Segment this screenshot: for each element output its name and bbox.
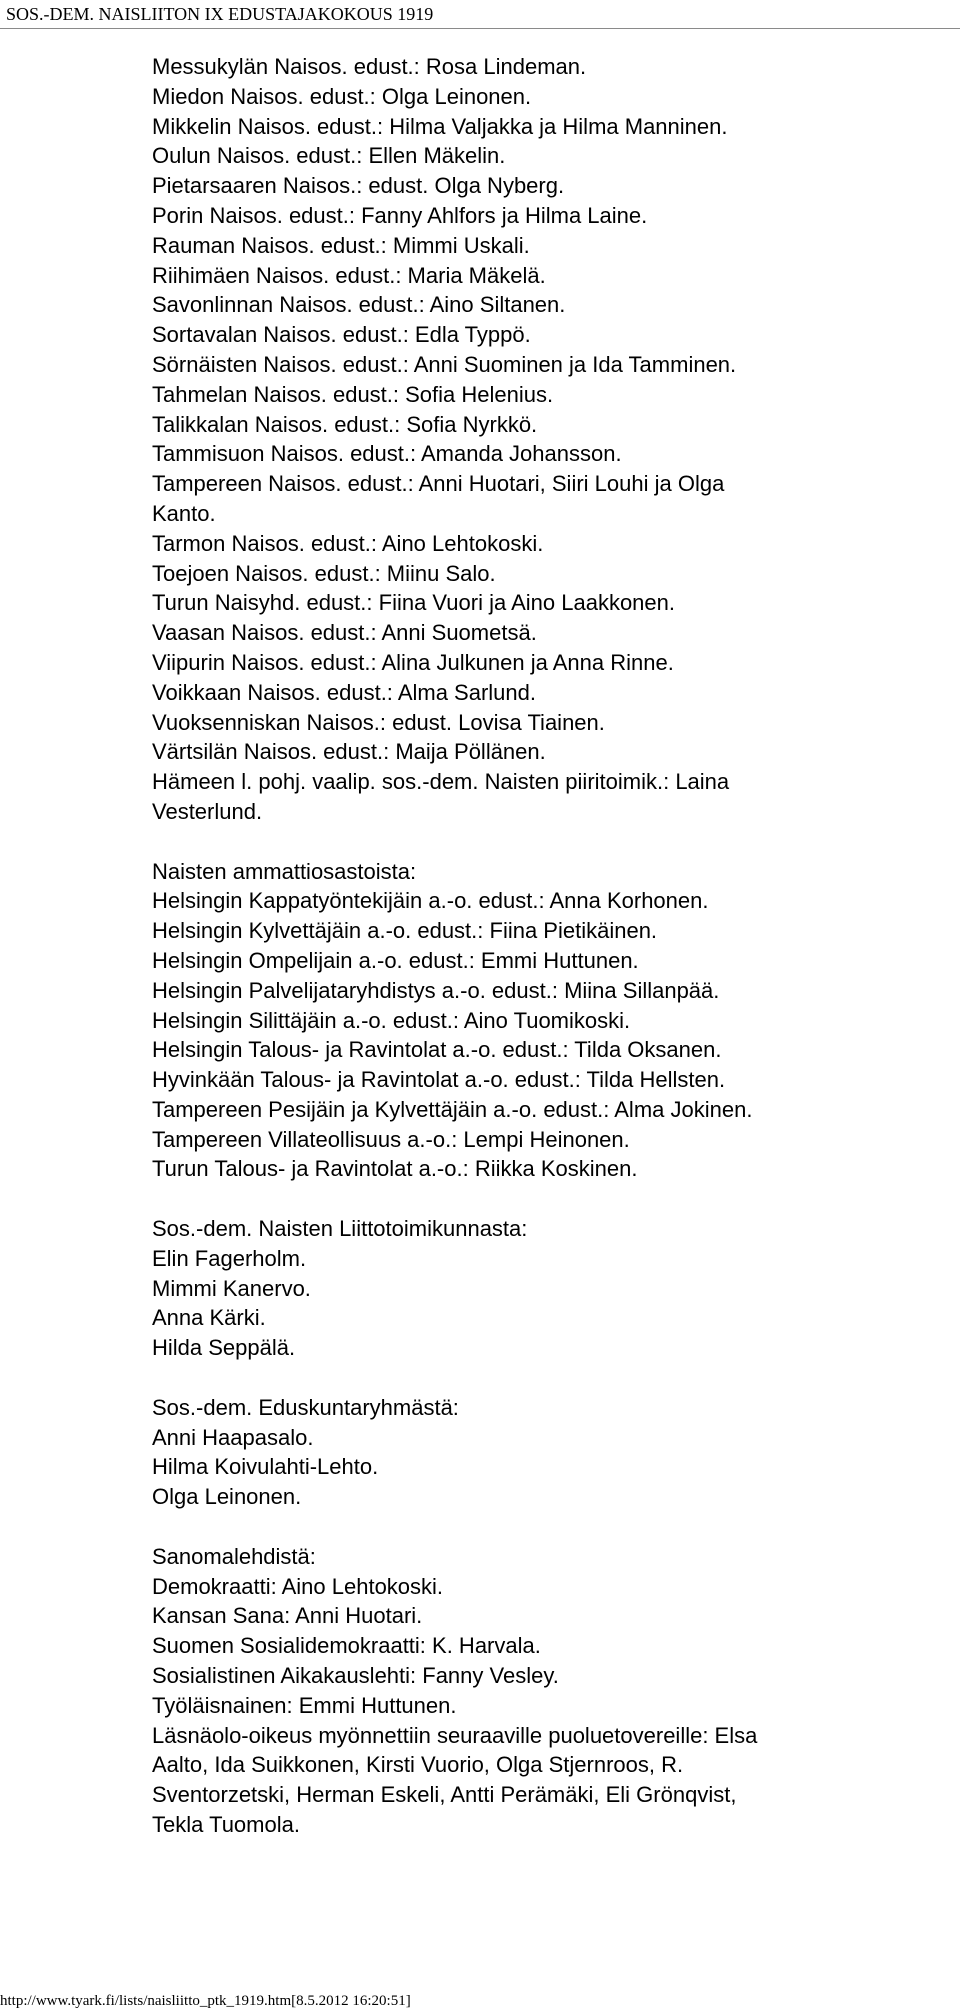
text-line: Helsingin Palvelijataryhdistys a.-o. edust.: Miina Sillanpää.	[152, 977, 720, 1003]
text-line: Oulun Naisos. edust.: Ellen Mäkelin.	[152, 143, 506, 169]
text-line: Pietarsaaren Naisos.: edust. Olga Nyberg.	[152, 173, 565, 199]
text-line: Kanto.	[152, 500, 216, 526]
text-line: Anna Kärki.	[152, 1305, 266, 1331]
text-line: Helsingin Kylvettäjäin a.-o. edust.: Fiina Pietikäinen.	[152, 918, 658, 944]
text-line: Sörnäisten Naisos. edust.: Anni Suominen ja Ida Tamminen.	[152, 351, 737, 377]
text-line: Tammisuon Naisos. edust.: Amanda Johansson.	[152, 441, 622, 467]
text-line: Toejoen Naisos. edust.: Miinu Salo.	[152, 560, 496, 586]
text-line: Savonlinnan Naisos. edust.: Aino Siltanen.	[152, 292, 566, 318]
text-line: Hämeen l. pohj. vaalip. sos.-dem. Naisten piiritoimik.: Laina	[152, 769, 730, 795]
text-line: Hilda Seppälä.	[152, 1335, 296, 1361]
paragraph-gap	[152, 827, 952, 857]
text-line: Helsingin Silittäjäin a.-o. edust.: Aino Tuomikoski.	[152, 1007, 631, 1033]
text-line: Kansan Sana: Anni Huotari.	[152, 1603, 423, 1629]
text-line: Riihimäen Naisos. edust.: Maria Mäkelä.	[152, 262, 546, 288]
text-line: Helsingin Ompelijain a.-o. edust.: Emmi Huttunen.	[152, 947, 639, 973]
text-line: Suomen Sosialidemokraatti: K. Harvala.	[152, 1633, 541, 1659]
text-line: Miedon Naisos. edust.: Olga Leinonen.	[152, 83, 532, 109]
text-line: Messukylän Naisos. edust.: Rosa Lindeman.	[152, 54, 587, 79]
text-line: Sos.-dem. Eduskuntaryhmästä:	[152, 1394, 459, 1420]
text-line: Sortavalan Naisos. edust.: Edla Typpö.	[152, 322, 531, 348]
text-line: Turun Naisyhd. edust.: Fiina Vuori ja Aino Laakkonen.	[152, 590, 676, 616]
paragraph-gap	[152, 1512, 952, 1542]
page-footer-url: http://www.tyark.fi/lists/naisliitto_ptk_1919.htm[8.5.2012 16:20:51]	[0, 1993, 411, 2009]
text-line: Elin Fagerholm.	[152, 1245, 307, 1271]
text-line: Hilma Koivulahti-Lehto.	[152, 1454, 379, 1480]
paragraph-gap	[152, 1184, 952, 1214]
text-line: Helsingin Talous- ja Ravintolat a.-o. edust.: Tilda Oksanen.	[152, 1037, 722, 1063]
text-line: Sosialistinen Aikakauslehti: Fanny Vesley.	[152, 1663, 559, 1689]
text-line: Anni Haapasalo.	[152, 1424, 314, 1450]
text-line: Sanomalehdistä:	[152, 1543, 316, 1569]
page-header-title: SOS.-DEM. NAISLIITON IX EDUSTAJAKOKOUS 1919	[6, 4, 434, 24]
text-line: Tekla Tuomola.	[152, 1812, 300, 1838]
text-line: Työläisnainen: Emmi Huttunen.	[152, 1692, 457, 1718]
text-line: Tampereen Villateollisuus a.-o.: Lempi Heinonen.	[152, 1126, 630, 1152]
header-divider	[0, 28, 960, 29]
text-line: Sos.-dem. Naisten Liittotoimikunnasta:	[152, 1216, 528, 1242]
text-line: Porin Naisos. edust.: Fanny Ahlfors ja Hilma Laine.	[152, 202, 648, 228]
text-line: Tahmelan Naisos. edust.: Sofia Helenius.	[152, 381, 554, 407]
text-line: Vuoksenniskan Naisos.: edust. Lovisa Tiainen.	[152, 709, 605, 735]
text-line: Vesterlund.	[152, 798, 263, 824]
text-line: Mikkelin Naisos. edust.: Hilma Valjakka ja Hilma Manninen.	[152, 113, 728, 139]
text-line: Vaasan Naisos. edust.: Anni Suometsä.	[152, 620, 537, 646]
text-line: Mimmi Kanervo.	[152, 1275, 311, 1301]
text-line: Rauman Naisos. edust.: Mimmi Uskali.	[152, 232, 530, 258]
text-line: Värtsilän Naisos. edust.: Maija Pöllänen.	[152, 739, 546, 765]
text-line: Helsingin Kappatyöntekijäin a.-o. edust.: Anna Korhonen.	[152, 888, 709, 914]
text-line: Turun Talous- ja Ravintolat a.-o.: Riikka Koskinen.	[152, 1156, 638, 1182]
text-line: Viipurin Naisos. edust.: Alina Julkunen ja Anna Rinne.	[152, 649, 674, 675]
text-line: Sventorzetski, Herman Eskeli, Antti Perämäki, Eli Grönqvist,	[152, 1782, 737, 1808]
text-line: Aalto, Ida Suikkonen, Kirsti Vuorio, Olga Stjernroos, R.	[152, 1752, 684, 1778]
document-body	[152, 52, 952, 1840]
text-line: Demokraatti: Aino Lehtokoski.	[152, 1573, 444, 1599]
text-line: Voikkaan Naisos. edust.: Alma Sarlund.	[152, 679, 536, 705]
text-line: Olga Leinonen.	[152, 1484, 302, 1510]
text-line: Naisten ammattiosastoista:	[152, 858, 417, 884]
text-line: Tarmon Naisos. edust.: Aino Lehtokoski.	[152, 530, 544, 556]
text-line: Tampereen Naisos. edust.: Anni Huotari, Siiri Louhi ja Olga	[152, 471, 725, 497]
text-line: Talikkalan Naisos. edust.: Sofia Nyrkkö.	[152, 411, 538, 437]
paragraph-gap	[152, 1363, 952, 1393]
text-line: Läsnäolo-oikeus myönnettiin seuraaville puoluetovereille: Elsa	[152, 1722, 758, 1748]
text-line: Hyvinkään Talous- ja Ravintolat a.-o. edust.: Tilda Hellsten.	[152, 1067, 726, 1093]
text-line: Tampereen Pesijäin ja Kylvettäjäin a.-o. edust.: Alma Jokinen.	[152, 1096, 753, 1122]
